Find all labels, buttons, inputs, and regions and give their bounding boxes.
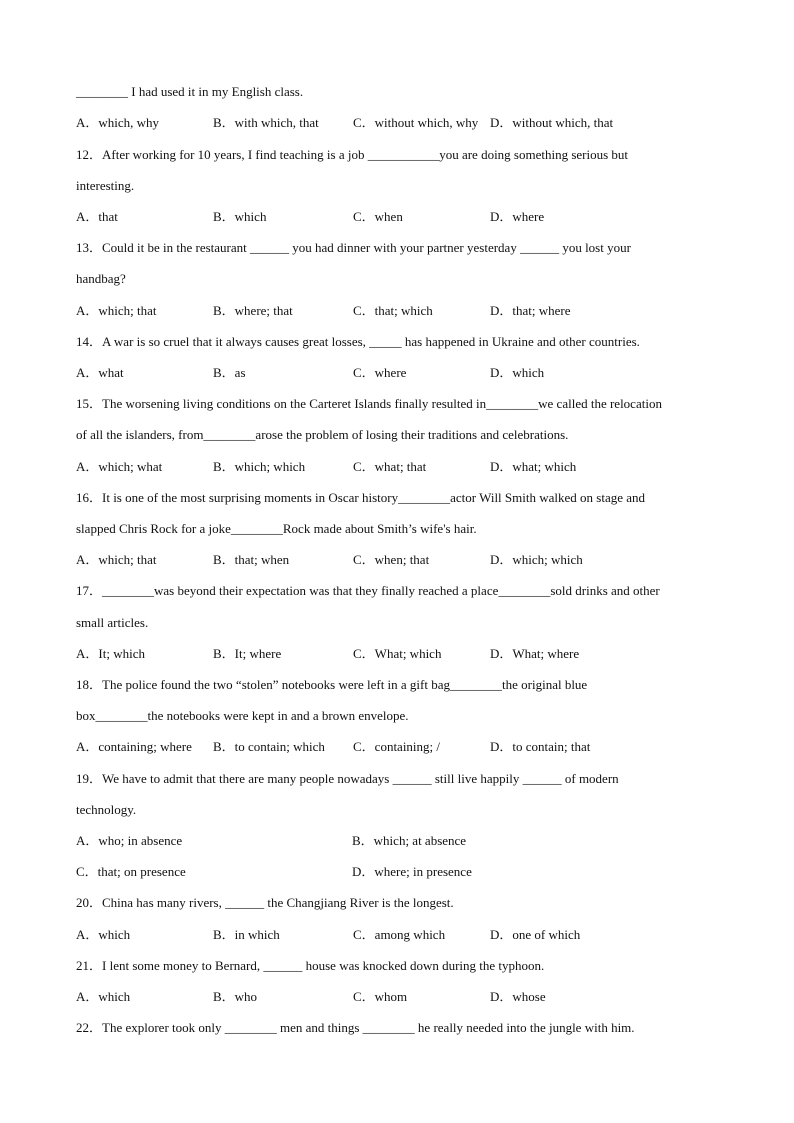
option-a: A．which, why	[76, 115, 160, 130]
option-b: B．in which	[213, 927, 280, 942]
question-21-stem: 21．I lent some money to Bernard, ______ house was knocked down during the typhoon.	[76, 958, 545, 973]
question-19-stem-cont: technology.	[76, 802, 137, 817]
option-a: A．which	[76, 989, 131, 1004]
option-a: A．which	[76, 927, 131, 942]
option-c: C．when	[353, 209, 403, 224]
option-d: D．which; which	[490, 552, 583, 567]
option-d: D．what; which	[490, 459, 577, 474]
question-13-stem: 13．Could it be in the restaurant ______ you had dinner with your partner yesterday ______ you lost your	[76, 240, 631, 255]
option-a: A．which; that	[76, 303, 157, 318]
option-d: D．What; where	[490, 646, 580, 661]
option-a: A．which; what	[76, 459, 163, 474]
option-a: A．It; which	[76, 646, 145, 661]
option-d: D．to contain; that	[490, 739, 591, 754]
option-a: A．who; in absence	[76, 833, 183, 848]
question-18-stem: 18．The police found the two “stolen” notebooks were left in a gift bag________the original blue	[76, 677, 588, 692]
question-19-stem: 19．We have to admit that there are many people nowadays ______ still live happily ______ of modern	[76, 771, 619, 786]
question-22-stem: 22．The explorer took only ________ men and things ________ he really needed into the jungle with him.	[76, 1020, 635, 1035]
option-b: B．which; which	[213, 459, 306, 474]
option-b: B．to contain; which	[213, 739, 325, 754]
question-16-stem-cont: slapped Chris Rock for a joke________Rock made about Smith’s wife's hair.	[76, 521, 477, 536]
option-a: A．that	[76, 209, 118, 224]
option-d: D．one of which	[490, 927, 581, 942]
option-b: B．with which, that	[213, 115, 319, 130]
question-12-stem: 12．After working for 10 years, I find teaching is a job ___________you are doing something serious but	[76, 147, 629, 162]
question-15-stem: 15．The worsening living conditions on the Carteret Islands finally resulted in________we called the relocation	[76, 396, 662, 411]
option-c: C．where	[353, 365, 407, 380]
question-15-stem-cont: of all the islanders, from________arose the problem of losing their traditions and celebrations.	[76, 427, 569, 442]
option-a: A．containing; where	[76, 739, 192, 754]
option-c: C．that; on presence	[76, 864, 186, 879]
option-c: C．what; that	[353, 459, 427, 474]
option-d: D．without which, that	[490, 115, 614, 130]
option-c: C．among which	[353, 927, 446, 942]
question-18-stem-cont: box________the notebooks were kept in and a brown envelope.	[76, 708, 409, 723]
question-20-stem: 20．China has many rivers, ______ the Changjiang River is the longest.	[76, 895, 454, 910]
option-a: A．what	[76, 365, 124, 380]
option-a: A．which; that	[76, 552, 157, 567]
option-d: D．which	[490, 365, 545, 380]
option-c: C．whom	[353, 989, 408, 1004]
option-d: D．that; where	[490, 303, 571, 318]
option-b: B．who	[213, 989, 258, 1004]
question-12-stem-cont: interesting.	[76, 178, 135, 193]
option-b: B．that; when	[213, 552, 290, 567]
question-16-stem: 16．It is one of the most surprising moments in Oscar history________actor Will Smith walked on stage and	[76, 490, 645, 505]
option-c: C．when; that	[353, 552, 430, 567]
option-c: C．containing; /	[353, 739, 441, 754]
option-c: C．without which, why	[353, 115, 479, 130]
option-d: D．whose	[490, 989, 546, 1004]
question-17-stem: 17．________was beyond their expectation was that they finally reached a place________sold drinks and other	[76, 583, 660, 598]
option-d: D．where; in presence	[352, 864, 472, 879]
question-11-stem-end: ________ I had used it in my English class.	[76, 84, 304, 99]
question-13-stem-cont: handbag?	[76, 271, 126, 286]
question-14-stem: 14．A war is so cruel that it always causes great losses, _____ has happened in Ukraine and other countries.	[76, 334, 640, 349]
option-c: C．What; which	[353, 646, 442, 661]
option-b: B．as	[213, 365, 246, 380]
option-b: B．which; at absence	[352, 833, 467, 848]
option-b: B．where; that	[213, 303, 293, 318]
option-b: B．It; where	[213, 646, 282, 661]
option-b: B．which	[213, 209, 267, 224]
option-c: C．that; which	[353, 303, 433, 318]
question-17-stem-cont: small articles.	[76, 615, 149, 630]
option-d: D．where	[490, 209, 545, 224]
